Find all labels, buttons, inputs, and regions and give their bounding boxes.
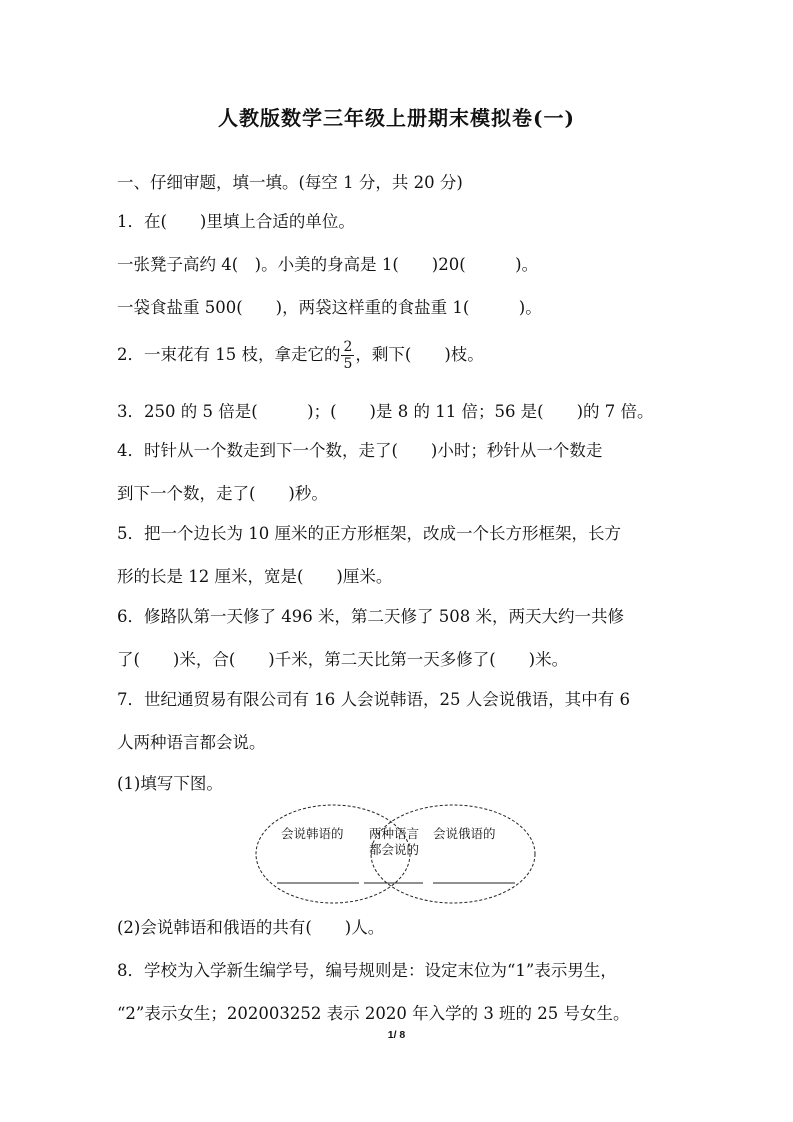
question-8-line-1: 8．学校为入学新生编学号，编号规则是：设定末位为“1”表示男生， — [117, 961, 617, 980]
section-heading: 一、仔细审题，填一填。(每空 1 分，共 20 分) — [117, 173, 463, 192]
question-2-post: ，剩下( )枝。 — [355, 345, 484, 364]
fraction-numerator: 2 — [343, 339, 353, 355]
question-7-sub-2: (2)会说韩语和俄语的共有( )人。 — [117, 918, 385, 937]
question-1-heading: 1．在( )里填上合适的单位。 — [117, 212, 355, 231]
venn-middle-label-1: 两种语言 — [369, 826, 420, 841]
question-5-line-2: 形的长是 12 厘米，宽是( )厘米。 — [117, 567, 393, 586]
question-3: 3．250 的 5 倍是( )；( )是 8 的 11 倍；56 是( )的 7 倍。 — [117, 402, 654, 421]
question-4-line-1: 4．时针从一个数走到下一个数，走了( )小时；秒针从一个数走 — [117, 441, 603, 460]
venn-middle-label-2: 都会说的 — [369, 842, 420, 857]
question-6-line-2: 了( )米，合( )千米，第二天比第一天多修了( )米。 — [117, 650, 569, 669]
venn-right-label: 会说俄语的 — [433, 826, 496, 841]
question-5-line-1: 5．把一个边长为 10 厘米的正方形框架，改成一个长方形框架，长方 — [117, 524, 621, 543]
venn-left-label: 会说韩语的 — [281, 826, 344, 841]
question-4-line-2: 到下一个数，走了( )秒。 — [117, 484, 328, 503]
page-title: 人教版数学三年级上册期末模拟卷(一) — [218, 106, 575, 130]
question-6-line-1: 6．修路队第一天修了 496 米，第二天修了 508 米，两天大约一共修 — [117, 607, 624, 626]
fraction-denominator: 5 — [343, 356, 353, 372]
question-7-sub-1: (1)填写下图。 — [117, 774, 223, 793]
fraction-two-fifths — [341, 339, 354, 372]
question-2-pre: 2．一束花有 15 枝，拿走它的 — [117, 345, 341, 364]
question-1-line-1: 一张凳子高约 4( )。小美的身高是 1( )20( )。 — [117, 255, 539, 274]
venn-diagram — [253, 802, 538, 907]
question-8-line-2: “2”表示女生；202003252 表示 2020 年入学的 3 班的 25 号女生。 — [117, 1004, 630, 1023]
question-2 — [117, 337, 484, 373]
question-1-line-2: 一袋食盐重 500( )，两袋这样重的食盐重 1( )。 — [117, 298, 542, 317]
question-7-line-2: 人两种语言都会说。 — [117, 733, 266, 752]
question-7-line-1: 7．世纪通贸易有限公司有 16 人会说韩语，25 人会说俄语，其中有 6 — [117, 690, 630, 709]
page-number: 1/ 8 — [387, 1029, 406, 1041]
